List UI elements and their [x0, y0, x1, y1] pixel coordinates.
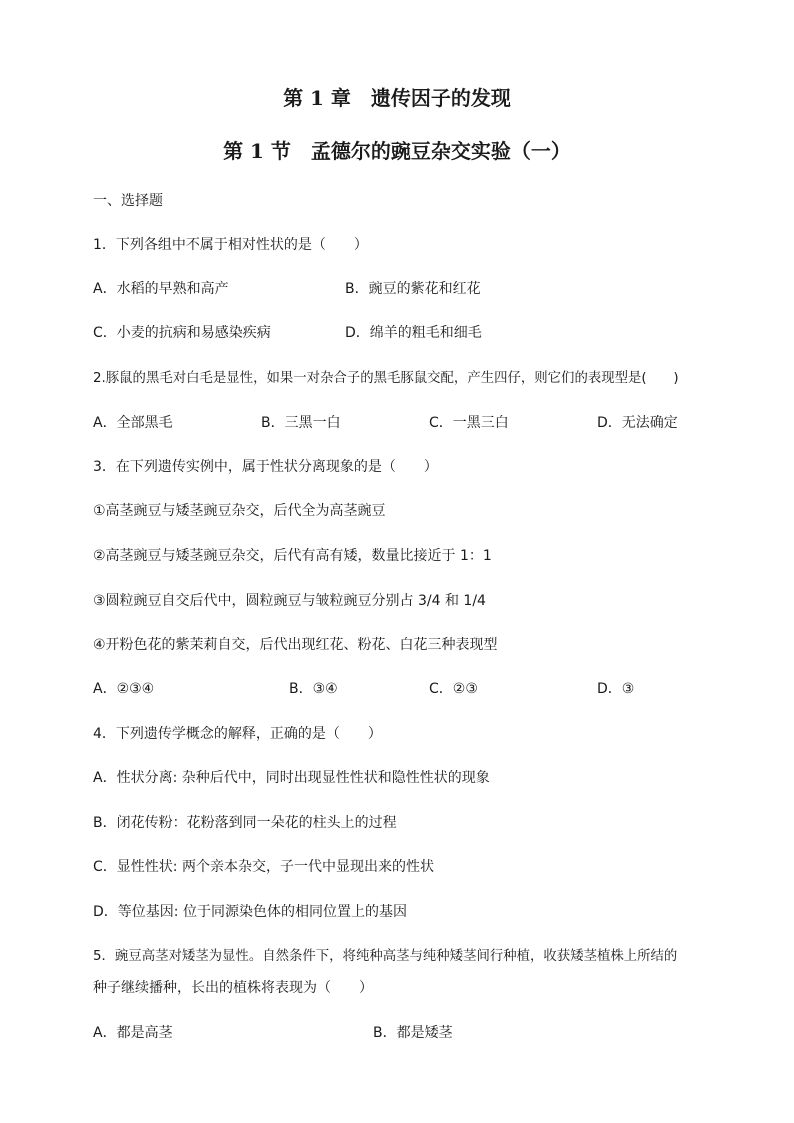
question-1-option-c: C．小麦的抗病和易感染疾病: [93, 325, 271, 341]
question-3-option-b: B．③④: [289, 681, 338, 697]
question-5-stem-line-1: 5．豌豆高茎对矮茎为显性。自然条件下，将纯种高茎与纯种矮茎间行种植，收获矮茎植株上所结的: [93, 949, 678, 964]
section-heading: 一、选择题: [93, 193, 163, 209]
section-title: 第 1 节 孟德尔的豌豆杂交实验（一）: [223, 139, 571, 163]
question-3-statement-1: ①高茎豌豆与矮茎豌豆杂交，后代全为高茎豌豆: [93, 503, 386, 519]
question-4-stem: 4．下列遗传学概念的解释，正确的是（ ）: [93, 726, 382, 742]
question-3-statement-4: ④开粉色花的紫茉莉自交，后代出现红花、粉花、白花三种表现型: [93, 637, 498, 653]
question-2-option-a: A．全部黑毛: [93, 415, 173, 431]
question-1-stem: 1．下列各组中不属于相对性状的是（ ）: [93, 237, 368, 253]
question-3-statement-2: ②高茎豌豆与矮茎豌豆杂交，后代有高有矮，数量比接近于 1：1: [93, 548, 492, 564]
question-3-option-a: A．②③④: [93, 681, 155, 697]
question-4-option-c: C．显性性状: 两个亲本杂交，子一代中显现出来的性状: [93, 859, 434, 875]
question-4-option-a: A．性状分离: 杂种后代中，同时出现显性性状和隐性性状的现象: [93, 770, 490, 786]
question-1-option-d: D．绵羊的粗毛和细毛: [345, 325, 482, 341]
question-4-option-d: D．等位基因: 位于同源染色体的相同位置上的基因: [93, 904, 407, 920]
question-2-option-b: B．三黑一白: [261, 415, 341, 431]
question-4-option-b: B．闭花传粉：花粉落到同一朵花的柱头上的过程: [93, 815, 397, 831]
question-1-option-a: A．水稻的早熟和高产: [93, 281, 229, 297]
question-3-stem: 3．在下列遗传实例中，属于性状分离现象的是（ ）: [93, 459, 438, 475]
question-3-option-c: C．②③: [429, 681, 478, 697]
question-5-option-a: A．都是高茎: [93, 1025, 173, 1041]
question-5-stem-line-2: 种子继续播种，长出的植株将表现为（ ）: [93, 980, 373, 996]
question-3-option-d: D．③: [597, 681, 635, 697]
question-3-statement-3: ③圆粒豌豆自交后代中，圆粒豌豆与皱粒豌豆分别占 3/4 和 1/4: [93, 593, 486, 609]
chapter-title: 第 1 章 遗传因子的发现: [283, 86, 511, 110]
question-2-option-d: D．无法确定: [597, 415, 678, 431]
question-1-option-b: B．豌豆的紫花和红花: [345, 281, 481, 297]
question-5-option-b: B．都是矮茎: [373, 1025, 453, 1041]
question-2-stem: 2.豚鼠的黑毛对白毛是显性，如果一对杂合子的黑毛豚鼠交配，产生四仔，则它们的表现型是( ): [93, 371, 679, 386]
question-2-option-c: C．一黑三白: [429, 415, 509, 431]
